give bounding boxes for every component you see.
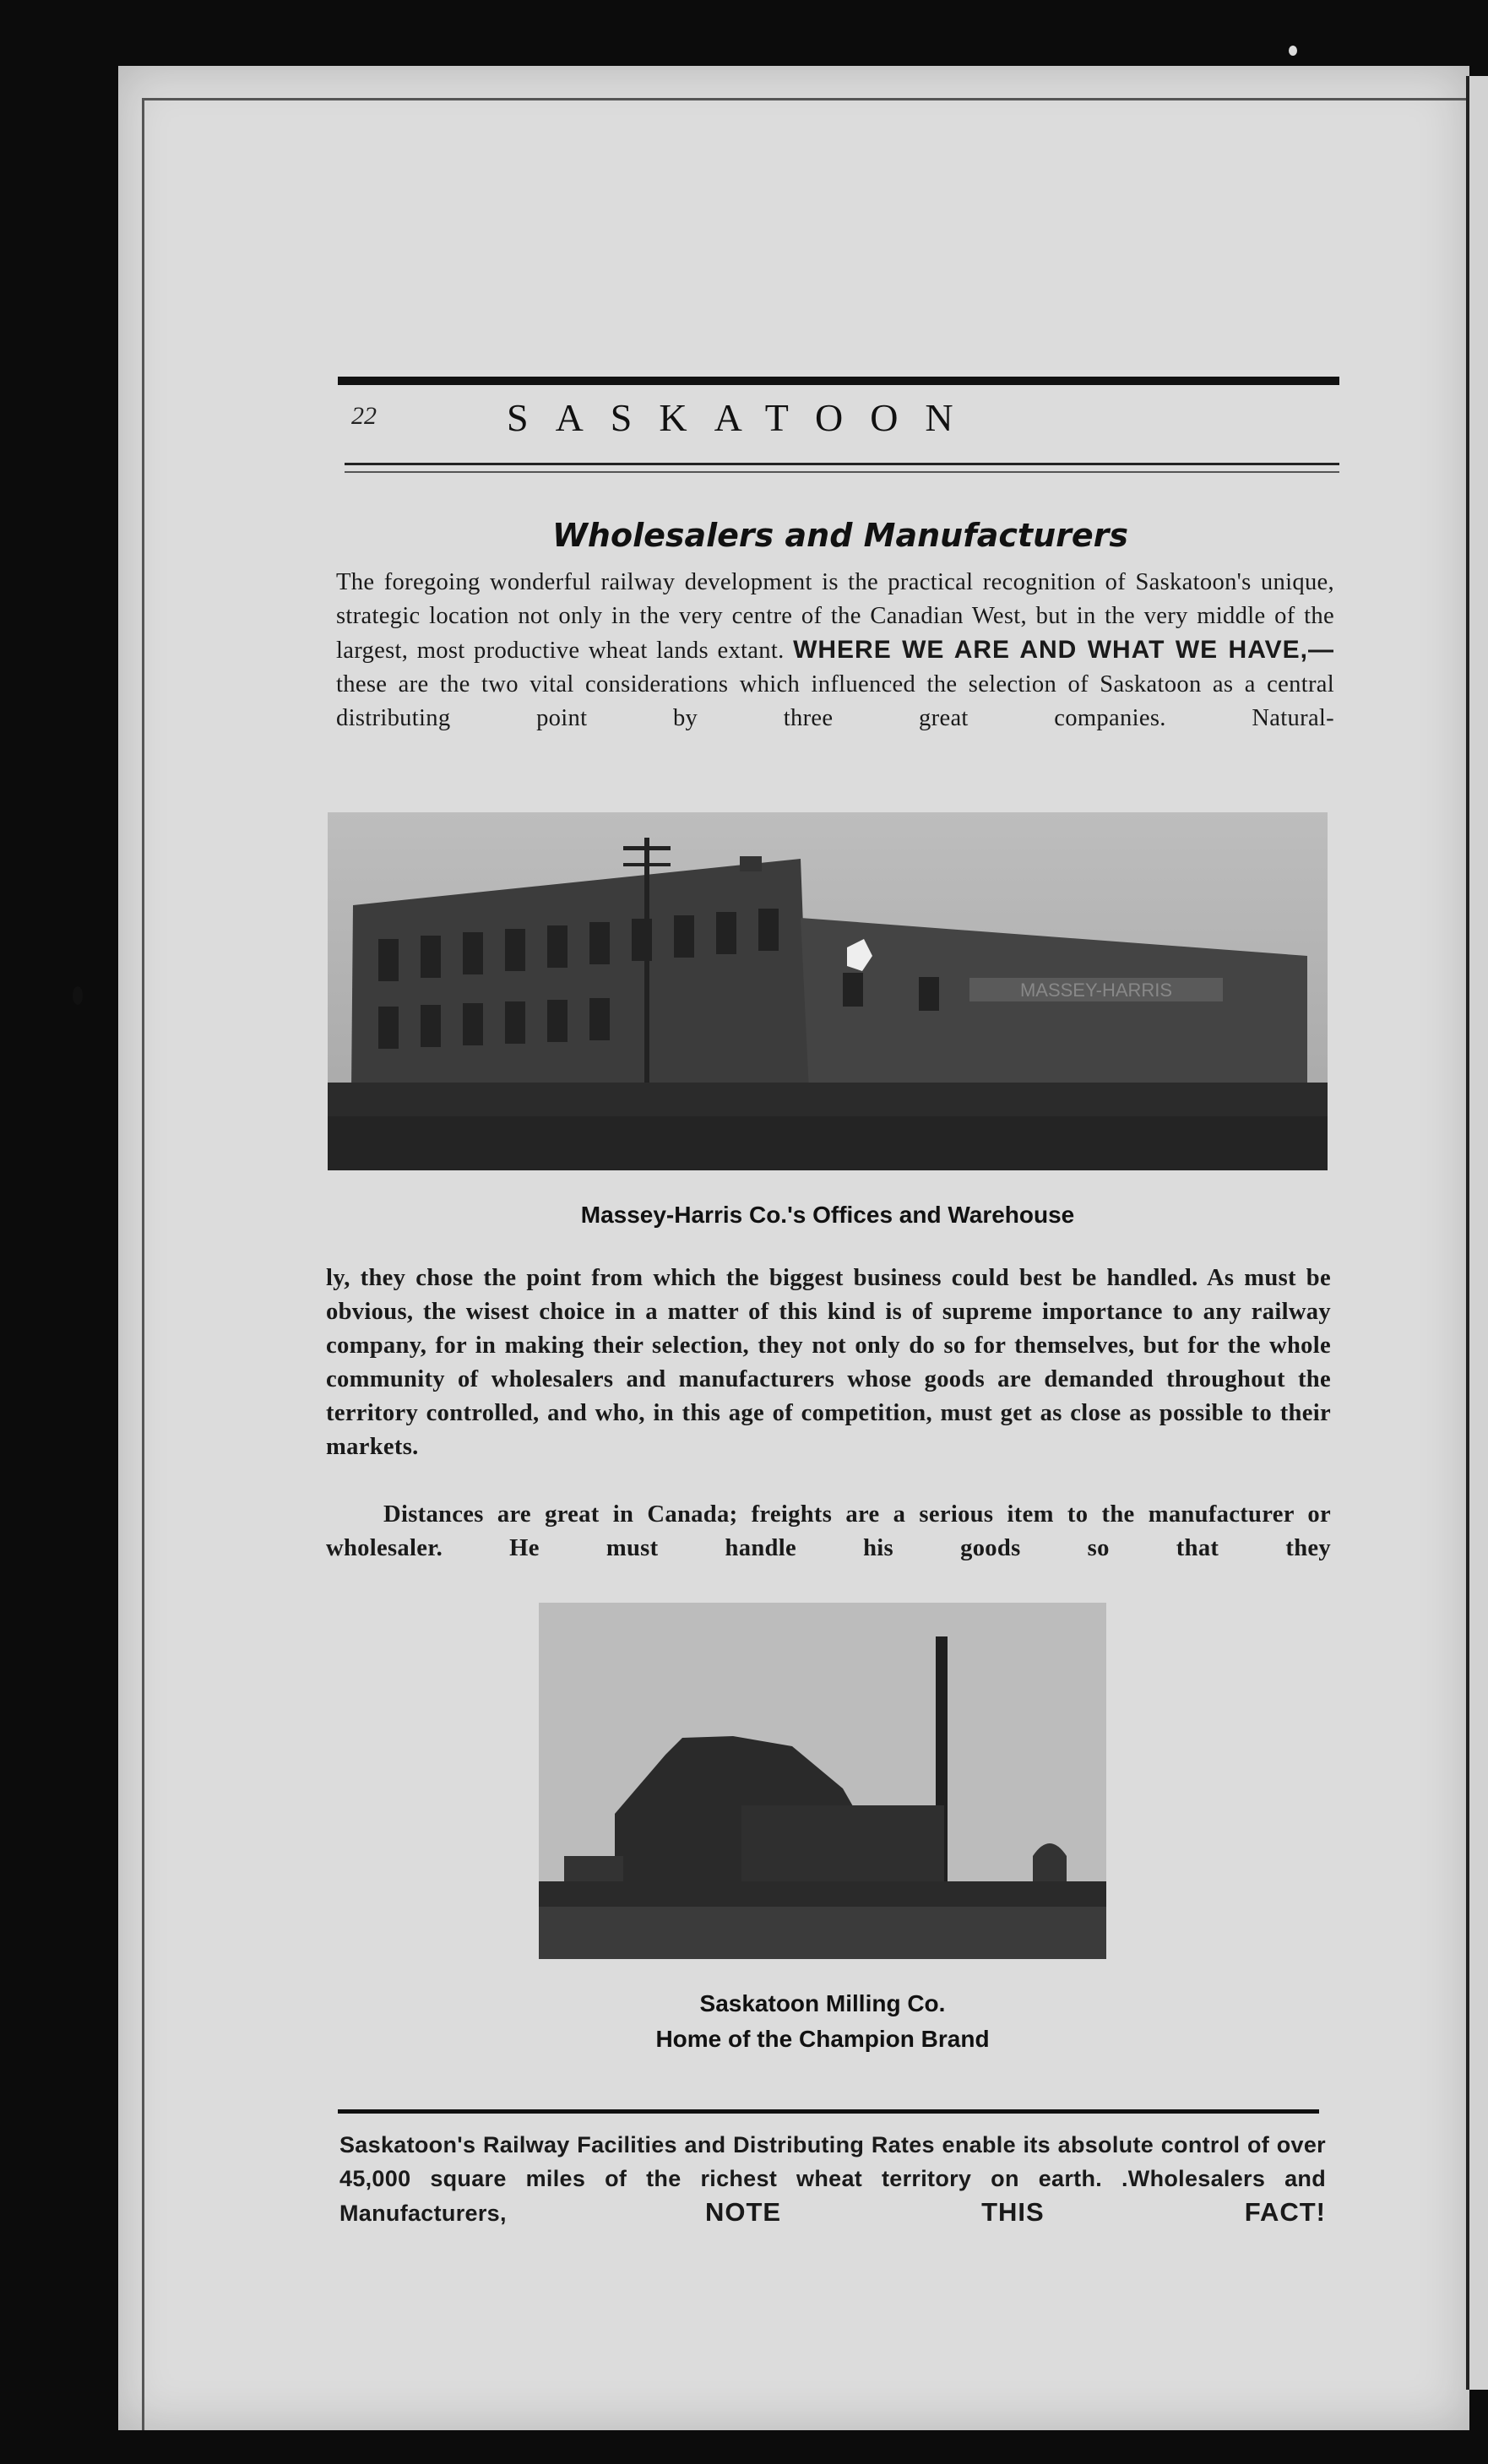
scan-speck — [1289, 46, 1297, 56]
paragraph-intro-text: The foregoing wonderful railway development is the practical recognition of Saskatoon's unique, strategic location not only in the very centre of the Canadian West, but in the very middle of the largest, most productive wheat lands extant. — [336, 569, 1334, 664]
paragraph-intro — [336, 566, 1334, 777]
paragraph-intro-emphasis: WHERE WE ARE AND WHAT WE HAVE,— — [793, 636, 1334, 664]
header-rule — [338, 377, 1339, 385]
header-underline — [345, 463, 1339, 465]
footer-notice-text: Saskatoon's Railway Facilities and Distributing Rates enable its absolute control of over 45,000 square miles of the richest wheat territory on earth. .Wholesalers and Manufacturers, — [339, 2132, 1326, 2226]
page-number: 22 — [351, 402, 377, 430]
section-title: Wholesalers and Manufacturers — [552, 517, 1128, 554]
scan-speck — [73, 986, 83, 1005]
footer-notice — [339, 2128, 1326, 2238]
header-underline-thin — [345, 471, 1339, 473]
running-head: SASKATOON — [507, 396, 980, 439]
paragraph-selection: ly, they chose the point from which the biggest business could best be handled. As must be obvious, the wisest choice in a matter of this kind is of supreme importance to any railway company, for in making their selection, they not only do so for themselves, but for the whole community of wholesalers and manufacturers whose goods are demanded throughout the territory controlled, and who, in this age of competition, must get as close as possible to their markets. — [326, 1265, 1331, 1460]
footer-rule — [338, 2109, 1319, 2114]
warehouse-sign: MASSEY-HARRIS — [1019, 980, 1173, 1001]
milling-caption-title: Saskatoon Milling Co. — [699, 1990, 946, 2016]
paragraph-intro-text-end: these are the two vital considerations which influenced the selection of Saskatoon as a central distributing point by three great companies. Natural- — [336, 671, 1334, 731]
massey-harris-caption: Massey-Harris Co.'s Offices and Warehouse — [580, 1202, 1075, 1228]
footer-notice-emphasis: NOTE THIS FACT! — [704, 2197, 1326, 2227]
massey-harris-photo — [328, 812, 1328, 1170]
adjacent-page-edge — [1466, 76, 1488, 2390]
milling-caption-subtitle: Home of the Champion Brand — [655, 2026, 990, 2052]
paragraph-distances: Distances are great in Canada; freights are a serious item to the manufacturer or wholesaler. He must handle his goods so that they — [326, 1501, 1331, 1561]
milling-company-photo — [539, 1603, 1106, 1959]
